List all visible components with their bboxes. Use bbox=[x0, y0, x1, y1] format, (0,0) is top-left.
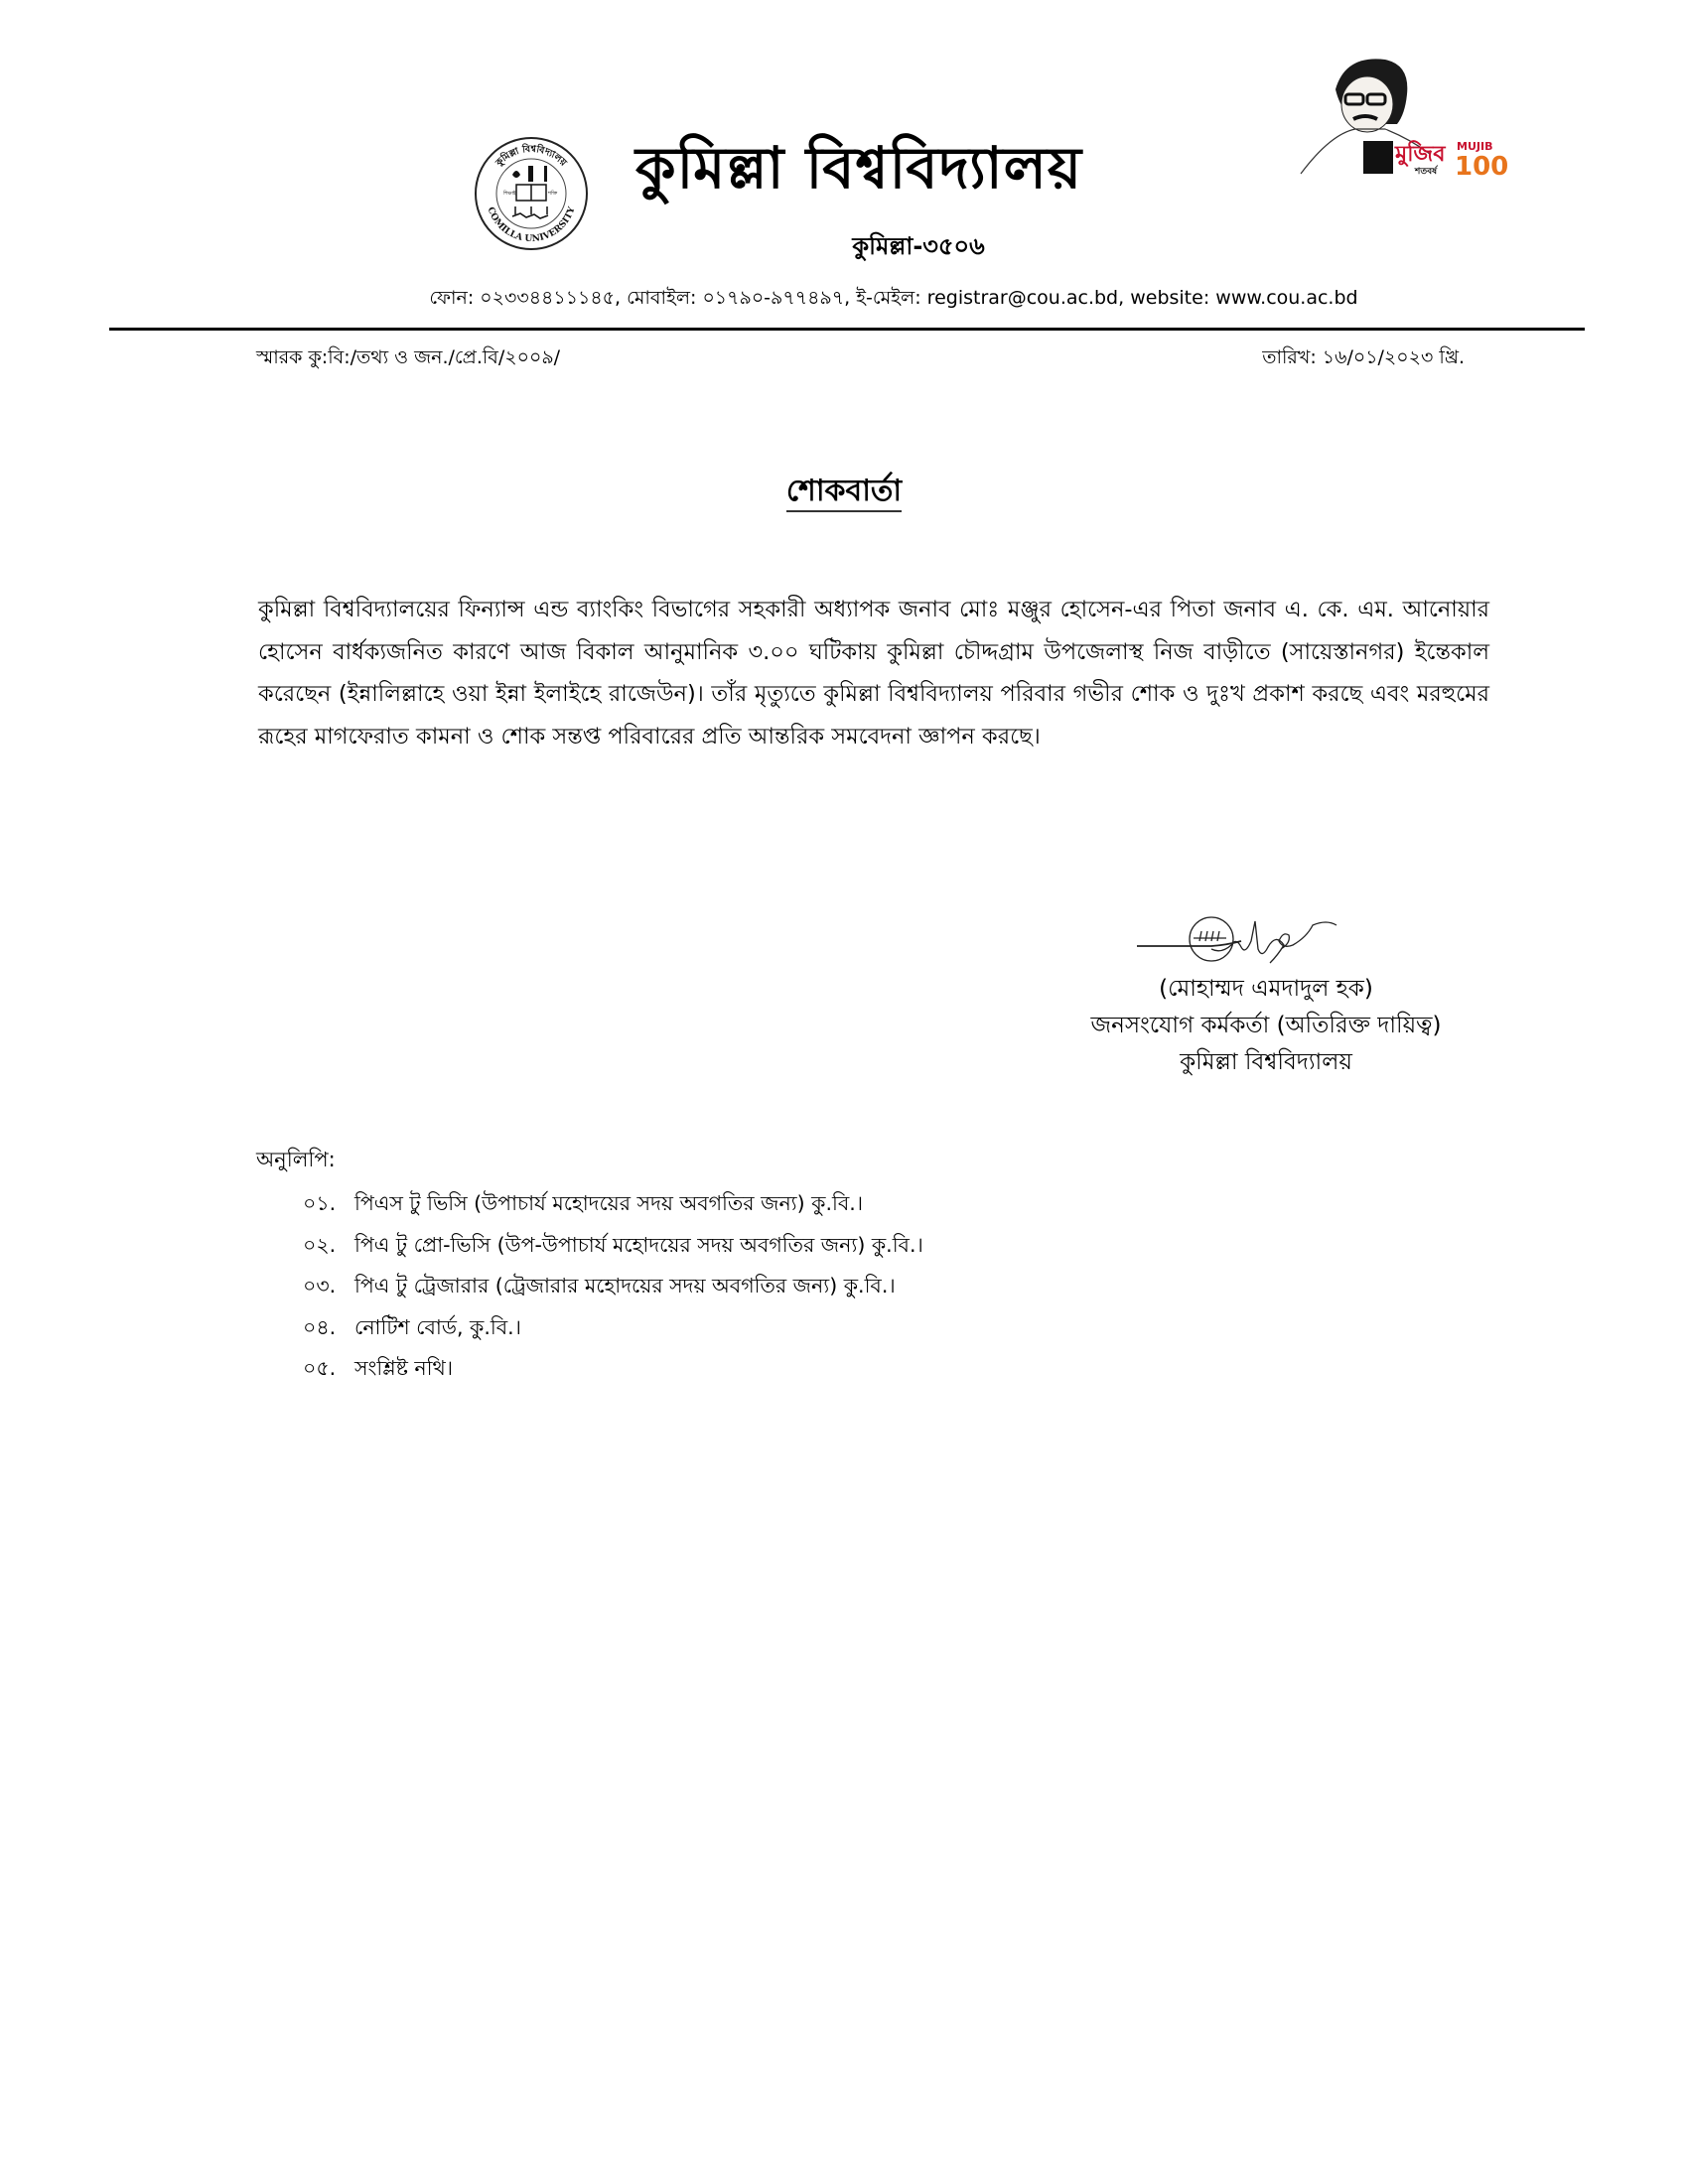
signatory-designation: জনসংযোগ কর্মকর্তা (অতিরিক্ত দায়িত্ব) bbox=[1090, 1013, 1442, 1038]
cc-item-number: ০২. bbox=[303, 1232, 337, 1257]
mujib-subtext: শতবর্ষ bbox=[1415, 167, 1438, 177]
cc-item bbox=[303, 1348, 923, 1390]
signatory-organization: কুমিল্লা বিশ্ববিদ্যালয় bbox=[1180, 1049, 1352, 1075]
cc-item bbox=[303, 1225, 923, 1267]
seal-motto-left: শিক্ষাই bbox=[503, 191, 516, 197]
city-postcode: কুমিল্লা-৩৫০৬ bbox=[852, 232, 985, 260]
mujib-100-logo bbox=[1296, 50, 1509, 182]
signatory-name: (মোহাম্মদ এমদাদুল হক) bbox=[1159, 976, 1373, 1002]
cc-list bbox=[303, 1183, 923, 1390]
mobile-number: ০১৭৯০-৯৭৭৪৯৭ bbox=[702, 287, 845, 309]
cc-item-text: পিএস টু ভিসি (উপাচার্য মহোদয়ের সদয় অবগতির জন্য) কু.বি.। bbox=[354, 1191, 864, 1215]
cc-item-text: সংশ্লিষ্ট নথি। bbox=[354, 1356, 454, 1380]
memo-date: তারিখ: ১৬/০১/২০২৩ খ্রি. bbox=[1262, 346, 1465, 368]
signature bbox=[1132, 901, 1350, 976]
cc-item-number: ০৩. bbox=[303, 1274, 337, 1297]
cc-item-text: পিএ টু প্রো-ভিসি (উপ-উপাচার্য মহোদয়ের সদয় অবগতির জন্য) কু.বি.। bbox=[354, 1232, 923, 1257]
email-address[interactable]: registrar@cou.ac.bd bbox=[926, 287, 1119, 309]
mobile-label: মোবাইল: bbox=[627, 287, 697, 309]
contact-line: ফোন: ০২৩৩৪৪১১১৪৫, মোবাইল: ০১৭৯০-৯৭৭৪৯৭, ই-মেইল: registrar@cou.ac.bd, website: www.cou.ac.bd bbox=[429, 287, 1358, 309]
cc-item-number: ০৫. bbox=[303, 1356, 337, 1380]
title-text: শোকবার্তা bbox=[786, 474, 902, 512]
condolence-body: কুমিল্লা বিশ্ববিদ্যালয়ের ফিন্যান্স এন্ড ব্যাংকিং বিভাগের সহকারী অধ্যাপক জনাব মোঃ মঞ্জুর হোসেন-এর পিতা জনাব এ. কে. এম. আনোয়ার হোসেন বার্ধক্যজনিত কারণে আজ বিকাল আনুমানিক ৩.০০ ঘটিকায় কুমিল্লা চৌদ্দগ্রাম উপজেলাস্থ নিজ বাড়ীতে (সায়েস্তানগর) ইন্তেকাল করেছেন (ইন্নালিল্লাহে ওয়া ইন্না ইলাইহে রাজেউন)। তাঁর মৃত্যুতে কুমিল্লা বিশ্ববিদ্যালয় পরিবার গভীর শোক ও দুঃখ প্রকাশ করছে এবং মরহুমের রূহের মাগফেরাত কামনা ও শোক সন্তপ্ত পরিবারের প্রতি আন্তরিক সমবেদনা জ্ঞাপন করছে। bbox=[258, 597, 1489, 750]
cc-item bbox=[303, 1183, 923, 1225]
seal-top-text: কুমিল্লা বিশ্ববিদ্যালয় bbox=[493, 143, 569, 169]
memo-reference: স্মারক কু:বি:/তথ্য ও জন./প্রে.বি/২০০৯/ bbox=[256, 346, 561, 368]
university-name: কুমিল্লা বিশ্ববিদ্যালয় bbox=[635, 134, 1082, 202]
mujib-100-number: 100 bbox=[1455, 152, 1509, 182]
pen-icon bbox=[528, 166, 533, 182]
email-label: ই-মেইল: bbox=[856, 287, 921, 309]
lotus-icon bbox=[512, 171, 520, 178]
website-link[interactable]: www.cou.ac.bd bbox=[1215, 287, 1358, 309]
seal-motto-right: শক্তি bbox=[548, 191, 558, 197]
cc-item-text: পিএ টু ট্রেজারার (ট্রেজারার মহোদয়ের সদয় অবগতির জন্য) কু.বি.। bbox=[354, 1274, 896, 1297]
header-divider bbox=[109, 328, 1585, 331]
cc-item bbox=[303, 1307, 923, 1349]
seal-bottom-text: COMILLA UNIVERSITY bbox=[485, 205, 578, 245]
cc-item-number: ০১. bbox=[303, 1191, 337, 1215]
cc-item-number: ০৪. bbox=[303, 1314, 337, 1339]
website-label: website: bbox=[1130, 287, 1210, 309]
signatory-block bbox=[1033, 971, 1499, 1081]
document-title bbox=[0, 467, 1688, 517]
mujib-bangla-text: মুজিব bbox=[1395, 142, 1446, 167]
cc-item bbox=[303, 1266, 923, 1307]
mujib-english-text: MUJIB bbox=[1457, 140, 1493, 153]
phone-label: ফোন: bbox=[429, 287, 475, 309]
cc-item-text: নোটিশ বোর্ড, কু.বি.। bbox=[354, 1314, 521, 1339]
phone-number: ০২৩৩৪৪১১১৪৫ bbox=[480, 287, 616, 309]
cc-label: অনুলিপি: bbox=[256, 1148, 336, 1171]
